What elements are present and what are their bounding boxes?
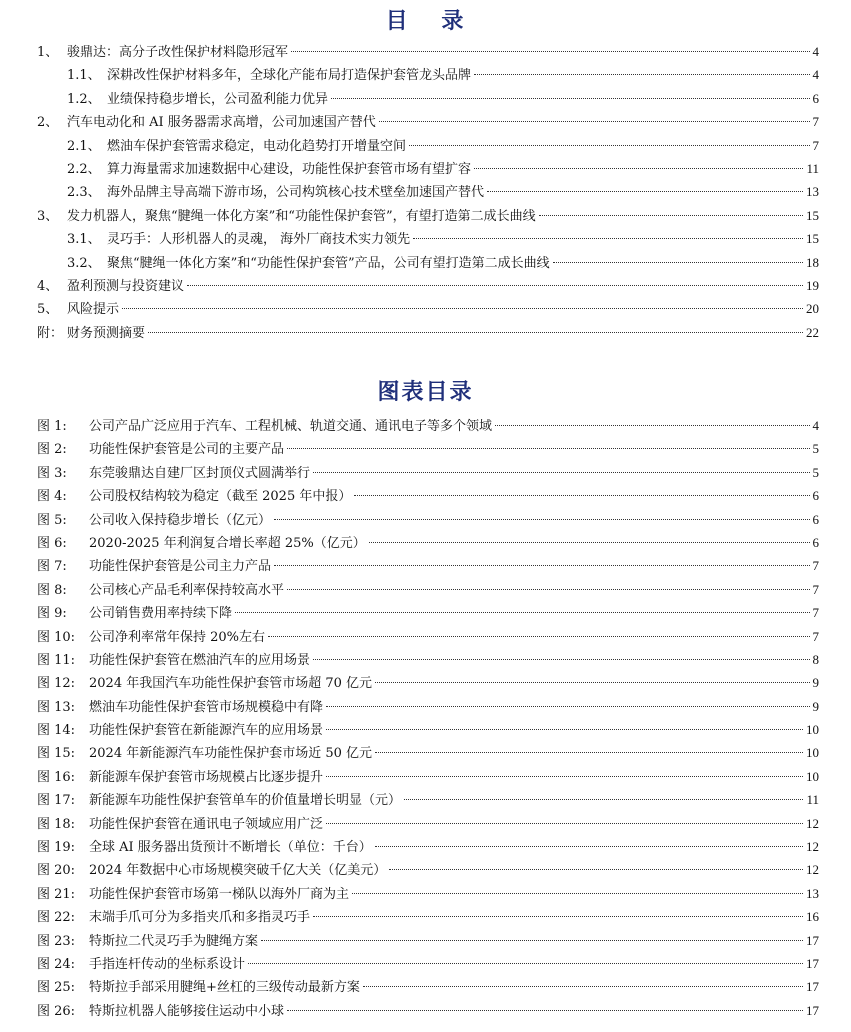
entry-title: 聚焦“腱绳一体化方案”和“功能性保护套管”产品，公司有望打造第二成长曲线 [107, 255, 550, 271]
page-number: 7 [812, 114, 819, 130]
page-number: 5 [812, 464, 819, 480]
entry-title: 2024 年我国汽车功能性保护套管市场超 70 亿元 [89, 676, 373, 692]
entry-number: 图 25: [37, 980, 76, 996]
entry-title: 功能性保护套管是公司主力产品 [89, 559, 272, 575]
toc-entry[interactable] [37, 297, 819, 320]
entry-number: 图 8: [37, 582, 67, 598]
entry-title: 财务预测摘要 [67, 325, 146, 341]
entry-title: 算力海量需求加速数据中心建设，功能性保护套管市场有望扩容 [107, 161, 472, 177]
dot-leader [409, 145, 809, 146]
dot-leader [326, 776, 803, 777]
entry-title: 特斯拉二代灵巧手为腱绳方案 [89, 933, 259, 949]
entry-number: 图 5: [37, 512, 67, 528]
figure-entry[interactable] [37, 531, 819, 554]
entry-title: 公司销售费用率持续下降 [89, 606, 233, 622]
toc-entry[interactable] [37, 63, 819, 86]
page-number: 7 [812, 137, 819, 153]
dot-leader [287, 1010, 803, 1011]
entry-title: 特斯拉机器人能够接住运动中小球 [89, 1003, 285, 1019]
toc-entry[interactable] [37, 157, 819, 180]
dot-leader [313, 659, 809, 660]
entry-title: 末端手爪可分为多指夹爪和多指灵巧手 [89, 910, 311, 926]
entry-number: 图 13: [37, 699, 76, 715]
entry-number: 图 12: [37, 676, 76, 692]
page-number: 7 [812, 558, 819, 574]
figure-entry[interactable] [37, 835, 819, 858]
entry-title: 功能性保护套管在通讯电子领域应用广泛 [89, 816, 324, 832]
figure-entry[interactable] [37, 578, 819, 601]
entry-number: 图 10: [37, 629, 76, 645]
entry-number: 5、 [37, 302, 59, 318]
figure-entry[interactable] [37, 952, 819, 975]
entry-title: 2024 年数据中心市场规模突破千亿大关（亿美元） [89, 863, 387, 879]
entry-number: 图 15: [37, 746, 76, 762]
entry-title: 公司产品广泛应用于汽车、工程机械、轨道交通、通讯电子等多个领域 [89, 419, 493, 434]
entry-title: 燃油车功能性保护套管市场规模稳中有降 [89, 699, 324, 715]
dot-leader [404, 799, 803, 800]
entry-title: 公司净利率常年保持 20%左右 [89, 629, 266, 645]
dot-leader [354, 495, 809, 496]
entry-title: 风险提示 [67, 302, 120, 318]
entry-number: 图 4: [37, 489, 67, 505]
figure-entry[interactable] [37, 554, 819, 577]
entry-number: 图 20: [37, 863, 76, 879]
figure-entry[interactable] [37, 812, 819, 835]
page-number: 12 [806, 862, 819, 878]
dot-leader [389, 869, 803, 870]
entry-number: 1.1、 [67, 68, 101, 84]
entry-number: 1.2、 [67, 91, 101, 107]
entry-title: 特斯拉手部采用腱绳+丝杠的三级传动最新方案 [89, 980, 360, 996]
toc-title: 目 录 [385, 8, 466, 34]
figure-entry[interactable] [37, 437, 819, 460]
dot-leader [375, 682, 809, 683]
entry-number: 2、 [37, 115, 59, 131]
dot-leader [369, 542, 810, 543]
page-number: 7 [812, 628, 819, 644]
entry-title: 新能源车功能性保护套管单车的价值量增长明显（元） [89, 793, 402, 809]
dot-leader [313, 472, 809, 473]
entry-number: 图 22: [37, 910, 76, 926]
dot-leader [326, 706, 809, 707]
page-number: 20 [806, 301, 819, 317]
figure-entry[interactable] [37, 882, 819, 905]
page-number: 9 [812, 675, 819, 691]
page-number: 10 [806, 722, 819, 738]
page-number: 6 [812, 511, 819, 527]
table-of-contents [37, 40, 819, 344]
entry-number: 图 2: [37, 442, 67, 458]
figure-entry[interactable] [37, 695, 819, 718]
page-number: 13 [806, 885, 819, 901]
entry-title: 功能性保护套管是公司的主要产品 [89, 442, 285, 458]
figure-entry[interactable] [37, 508, 819, 531]
page-number: 12 [806, 815, 819, 831]
entry-title: 盈利预测与投资建议 [67, 278, 185, 294]
toc-entry[interactable] [37, 40, 819, 63]
entry-number: 图 24: [37, 956, 76, 972]
entry-number: 图 3: [37, 465, 67, 481]
toc-entry[interactable] [37, 110, 819, 133]
entry-title: 公司核心产品毛利率保持较高水平 [89, 582, 285, 598]
entry-title: 灵巧手：人形机器人的灵魂， 海外厂商技术实力领先 [107, 232, 411, 248]
entry-number: 1、 [37, 45, 59, 60]
figure-list [37, 414, 819, 1022]
entry-number: 图 7: [37, 559, 67, 575]
dot-leader [291, 51, 809, 52]
page-number: 7 [812, 581, 819, 597]
page-number: 6 [812, 534, 819, 550]
page-number: 17 [806, 1002, 819, 1018]
entry-number: 3.2、 [67, 255, 101, 271]
entry-number: 2.2、 [67, 161, 101, 177]
page-number: 10 [806, 768, 819, 784]
figure-entry[interactable] [37, 858, 819, 881]
toc-entry[interactable] [37, 204, 819, 227]
entry-number: 2.3、 [67, 185, 101, 201]
dot-leader [268, 636, 809, 637]
page-number: 9 [812, 698, 819, 714]
entry-title: 新能源车保护套管市场规模占比逐步提升 [89, 769, 324, 785]
dot-leader [553, 262, 803, 263]
toc-entry[interactable] [37, 227, 819, 250]
dot-leader [261, 940, 803, 941]
figure-entry[interactable] [37, 671, 819, 694]
page-number: 5 [812, 441, 819, 457]
toc-entry[interactable] [37, 251, 819, 274]
dot-leader [375, 846, 803, 847]
page-number: 12 [806, 839, 819, 855]
page-number: 18 [806, 254, 819, 270]
page-number: 17 [806, 979, 819, 995]
dot-leader [274, 519, 809, 520]
figure-entry[interactable] [37, 414, 819, 437]
entry-number: 图 6: [37, 535, 67, 551]
dot-leader [352, 893, 803, 894]
page-number: 8 [812, 651, 819, 667]
page-number: 4 [812, 418, 819, 433]
page-number: 11 [806, 792, 819, 808]
entry-title: 2020-2025 年利润复合增长率超 25%（亿元） [89, 535, 366, 551]
entry-title: 公司收入保持稳步增长（亿元） [89, 512, 272, 528]
toc-entry[interactable] [37, 321, 819, 344]
page-number: 7 [812, 605, 819, 621]
figure-entry[interactable] [37, 648, 819, 671]
entry-title: 2024 年新能源汽车功能性保护套市场近 50 亿元 [89, 746, 373, 762]
page-number: 6 [812, 488, 819, 504]
entry-number: 图 18: [37, 816, 76, 832]
dot-leader [313, 916, 803, 917]
entry-number: 3、 [37, 208, 59, 224]
dot-leader [474, 168, 803, 169]
entry-number: 图 19: [37, 840, 76, 856]
figure-entry[interactable] [37, 975, 819, 998]
dot-leader [413, 238, 803, 239]
dot-leader [187, 285, 803, 286]
entry-title: 功能性保护套管在燃油汽车的应用场景 [89, 652, 311, 668]
entry-title: 手指连杆传动的坐标系设计 [89, 956, 246, 972]
entry-title: 公司股权结构较为稳定（截至 2025 年中报） [89, 489, 352, 505]
dot-leader [326, 729, 803, 730]
figure-entry[interactable] [37, 788, 819, 811]
entry-number: 图 23: [37, 933, 76, 949]
page-number: 6 [812, 90, 819, 106]
entry-title: 全球 AI 服务器出货预计不断增长（单位：千台） [89, 840, 372, 856]
dot-leader [539, 215, 803, 216]
entry-number: 图 17: [37, 793, 76, 809]
dot-leader [235, 612, 809, 613]
entry-title: 海外品牌主导高端下游市场，公司构筑核心技术壁垒加速国产替代 [107, 185, 485, 201]
entry-title: 业绩保持稳步增长，公司盈利能力优异 [107, 91, 329, 107]
page-number: 15 [806, 231, 819, 247]
page-number: 19 [806, 277, 819, 293]
dot-leader [122, 308, 803, 309]
entry-title: 深耕改性保护材料多年，全球化产能布局打造保护套管龙头品牌 [107, 68, 472, 84]
figure-entry[interactable] [37, 929, 819, 952]
entry-title: 东莞骏鼎达自建厂区封顶仪式圆满举行 [89, 465, 311, 481]
page-number: 13 [806, 184, 819, 200]
entry-title: 汽车电动化和 AI 服务器需求高增，公司加速国产替代 [67, 115, 376, 131]
page-number: 4 [812, 44, 819, 59]
entry-number: 图 16: [37, 769, 76, 785]
entry-title: 骏鼎达：高分子改性保护材料隐形冠军 [67, 45, 289, 60]
dot-leader [148, 332, 803, 333]
figure-list-title: 图表目录 [377, 379, 474, 405]
entry-title: 功能性保护套管在新能源汽车的应用场景 [89, 723, 324, 739]
page-number: 16 [806, 909, 819, 925]
entry-number: 附： [37, 325, 64, 341]
figure-entry[interactable] [37, 461, 819, 484]
figure-entry[interactable] [37, 625, 819, 648]
entry-title: 燃油车保护套管需求稳定，电动化趋势打开增量空间 [107, 138, 407, 154]
page-number: 10 [806, 745, 819, 761]
dot-leader [495, 425, 809, 426]
entry-number: 3.1、 [67, 232, 101, 248]
dot-leader [287, 448, 809, 449]
figure-entry[interactable] [37, 905, 819, 928]
page-number: 11 [806, 160, 819, 176]
toc-entry[interactable] [37, 274, 819, 297]
dot-leader [287, 589, 809, 590]
entry-number: 图 1: [37, 419, 67, 434]
entry-number: 图 26: [37, 1003, 76, 1019]
toc-entry[interactable] [37, 87, 819, 110]
dot-leader [474, 74, 809, 75]
figure-entry[interactable] [37, 999, 819, 1022]
entry-number: 2.1、 [67, 138, 101, 154]
figure-entry[interactable] [37, 741, 819, 764]
entry-number: 图 21: [37, 886, 76, 902]
page-number: 17 [806, 932, 819, 948]
dot-leader [487, 191, 803, 192]
figure-entry[interactable] [37, 484, 819, 507]
dot-leader [331, 98, 809, 99]
entry-title: 发力机器人，聚焦“腱绳一体化方案”和“功能性保护套管”，有望打造第二成长曲线 [67, 208, 536, 224]
figure-entry[interactable] [37, 718, 819, 741]
dot-leader [326, 823, 803, 824]
page-number: 17 [806, 955, 819, 971]
dot-leader [248, 963, 803, 964]
figure-entry[interactable] [37, 765, 819, 788]
dot-leader [375, 752, 803, 753]
page-number: 4 [812, 67, 819, 83]
dot-leader [379, 121, 810, 122]
entry-number: 4、 [37, 278, 59, 294]
figure-entry[interactable] [37, 601, 819, 624]
dot-leader [363, 986, 803, 987]
entry-number: 图 11: [37, 652, 76, 668]
toc-entry[interactable] [37, 134, 819, 157]
entry-number: 图 14: [37, 723, 76, 739]
entry-number: 图 9: [37, 606, 67, 622]
page-number: 22 [806, 324, 819, 340]
entry-title: 功能性保护套管市场第一梯队以海外厂商为主 [89, 886, 350, 902]
page-number: 15 [806, 207, 819, 223]
dot-leader [274, 565, 809, 566]
toc-entry[interactable] [37, 180, 819, 203]
